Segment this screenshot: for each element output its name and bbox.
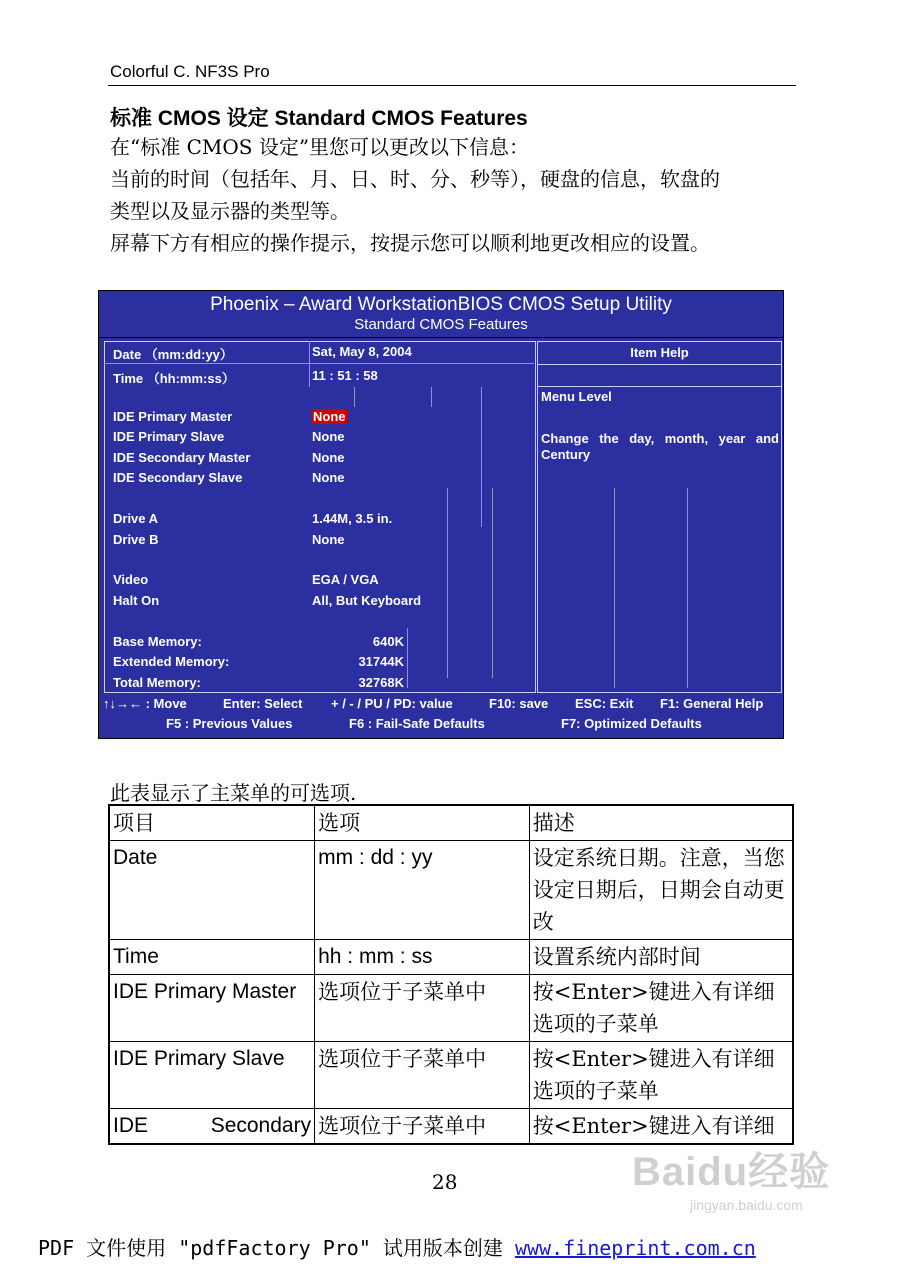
bios-row-label: IDE Primary Master — [113, 409, 233, 424]
bios-row-label: Base Memory: — [113, 634, 202, 649]
bios-row-label: Drive B — [113, 532, 159, 547]
table-cell-desc: 按<Enter>键进入有详细选项的子菜单 — [529, 975, 793, 1042]
pdf-footer — [38, 1232, 756, 1261]
bios-row-value[interactable]: EGA / VGA — [312, 572, 379, 587]
table-cell-item: IDE Primary Slave — [109, 1042, 315, 1109]
intro-paragraph-3: 类型以及显示器的类型等。 — [110, 199, 350, 223]
grid-line — [447, 488, 448, 678]
table-cell-option: 选项位于子菜单中 — [315, 1109, 530, 1145]
bios-row-value: 32768K — [358, 675, 404, 690]
bios-row-label: Video — [113, 572, 149, 587]
bios-row-label: Extended Memory: — [113, 654, 230, 669]
intro-paragraph-1: 在“标准 CMOS 设定”里您可以更改以下信息： — [110, 135, 530, 159]
key-hint-save: F10: save — [489, 696, 549, 711]
bios-row-value[interactable]: None — [312, 532, 345, 547]
bios-row-value[interactable]: None — [312, 450, 345, 465]
key-hint-exit: ESC: Exit — [575, 696, 634, 711]
table-header-row — [109, 805, 793, 841]
document-header: Colorful C. NF3S Pro — [110, 62, 270, 81]
bios-row-value[interactable]: Sat, May 8, 2004 — [312, 344, 412, 359]
selected-value[interactable]: None — [313, 409, 346, 424]
bios-row-value[interactable]: 1.44M, 3.5 in. — [312, 511, 393, 526]
intro-paragraph-4: 屏幕下方有相应的操作提示，按提示您可以顺利地更改相应的设置。 — [110, 231, 710, 255]
bios-row-value[interactable]: None — [312, 429, 345, 444]
item-part: Secondary — [210, 1114, 312, 1137]
bios-screen — [98, 337, 784, 739]
grid-line — [481, 387, 482, 527]
bios-row-label: Time （hh:mm:ss） — [113, 371, 235, 386]
intro-paragraph-2: 当前的时间（包括年、月、日、时、分、秒等），硬盘的信息，软盘的 — [110, 167, 720, 191]
table-cell-desc: 按<Enter>键进入有详细 — [529, 1109, 793, 1145]
watermark-url: jingyan.baidu.com — [690, 1197, 803, 1213]
table-row — [109, 975, 793, 1042]
page-number: 28 — [432, 1170, 458, 1194]
grid-line — [614, 488, 615, 688]
table-cell-option: 选项位于子菜单中 — [315, 975, 530, 1042]
bios-row-label: IDE Secondary Master — [113, 450, 251, 465]
bios-row-label: Date （mm:dd:yy） — [113, 347, 233, 362]
table-header-cell: 描述 — [529, 805, 793, 841]
table-row — [109, 841, 793, 940]
key-hint-failsafe: F6 : Fail-Safe Defaults — [349, 716, 485, 731]
bios-subtitle: Standard CMOS Features — [354, 316, 528, 333]
grid-line — [431, 387, 432, 407]
table-cell-item: IDE Primary Master — [109, 975, 315, 1042]
table-row — [109, 1042, 793, 1109]
table-cell-option: 选项位于子菜单中 — [315, 1042, 530, 1109]
bios-row-value-selected[interactable] — [312, 409, 347, 424]
table-cell-desc: 设置系统内部时间 — [529, 940, 793, 975]
help-divider — [537, 386, 782, 387]
section-title: 标准 CMOS 设定 Standard CMOS Features — [110, 107, 528, 130]
grid-line — [407, 628, 408, 688]
bios-row-label: Halt On — [113, 593, 160, 608]
table-cell-option: mm : dd : yy — [315, 841, 530, 940]
grid-line — [492, 488, 493, 678]
table-header-cell: 选项 — [315, 805, 530, 841]
key-hint-value: + / - / PU / PD: value — [331, 696, 453, 711]
table-cell-desc: 按<Enter>键进入有详细选项的子菜单 — [529, 1042, 793, 1109]
key-hint-help: F1: General Help — [660, 696, 764, 711]
options-table — [108, 804, 794, 1145]
item-part: IDE — [113, 1114, 149, 1137]
grid-line — [687, 488, 688, 688]
bios-row-value[interactable]: 11 : 51 : 58 — [312, 368, 378, 383]
grid-line — [354, 387, 355, 407]
table-cell-desc: 设定系统日期。注意，当您设定日期后，日期会自动更改 — [529, 841, 793, 940]
key-hint-previous: F5 : Previous Values — [166, 716, 293, 731]
watermark-brand: Baidu经验 — [632, 1150, 831, 1194]
grid-line — [104, 363, 534, 364]
help-description: Change the day, month, year and Century — [541, 431, 779, 462]
table-cell-item — [109, 1109, 315, 1145]
footer-link[interactable]: www.fineprint.com.cn — [514, 1236, 756, 1260]
table-caption: 此表显示了主菜单的可选项. — [110, 781, 357, 805]
table-header-cell: 项目 — [109, 805, 315, 841]
bios-row-value: 31744K — [358, 654, 404, 669]
bios-row-value[interactable]: None — [312, 470, 345, 485]
table-row — [109, 1109, 793, 1145]
table-row — [109, 940, 793, 975]
bios-title-bar — [98, 290, 784, 338]
table-cell-option: hh : mm : ss — [315, 940, 530, 975]
bios-row-label: Total Memory: — [113, 675, 201, 690]
table-cell-item: Date — [109, 841, 315, 940]
bios-row-value[interactable]: All, But Keyboard — [312, 593, 422, 608]
help-title: Item Help — [537, 341, 782, 365]
header-divider — [108, 85, 796, 86]
bios-row-label: IDE Primary Slave — [113, 429, 225, 444]
key-hint-move: ↑↓→← : Move — [103, 696, 187, 711]
bios-title: Phoenix – Award WorkstationBIOS CMOS Setup Utility — [210, 294, 672, 315]
grid-line — [309, 341, 310, 387]
key-hint-select: Enter: Select — [223, 696, 303, 711]
bios-row-label: Drive A — [113, 511, 159, 526]
bios-row-value: 640K — [372, 634, 404, 649]
table-cell-item: Time — [109, 940, 315, 975]
bios-row-label: IDE Secondary Slave — [113, 470, 243, 485]
footer-text: PDF 文件使用 "pdfFactory Pro" 试用版本创建 — [38, 1236, 515, 1260]
key-hint-optimized: F7: Optimized Defaults — [561, 716, 702, 731]
help-menu-level: Menu Level — [541, 389, 612, 404]
